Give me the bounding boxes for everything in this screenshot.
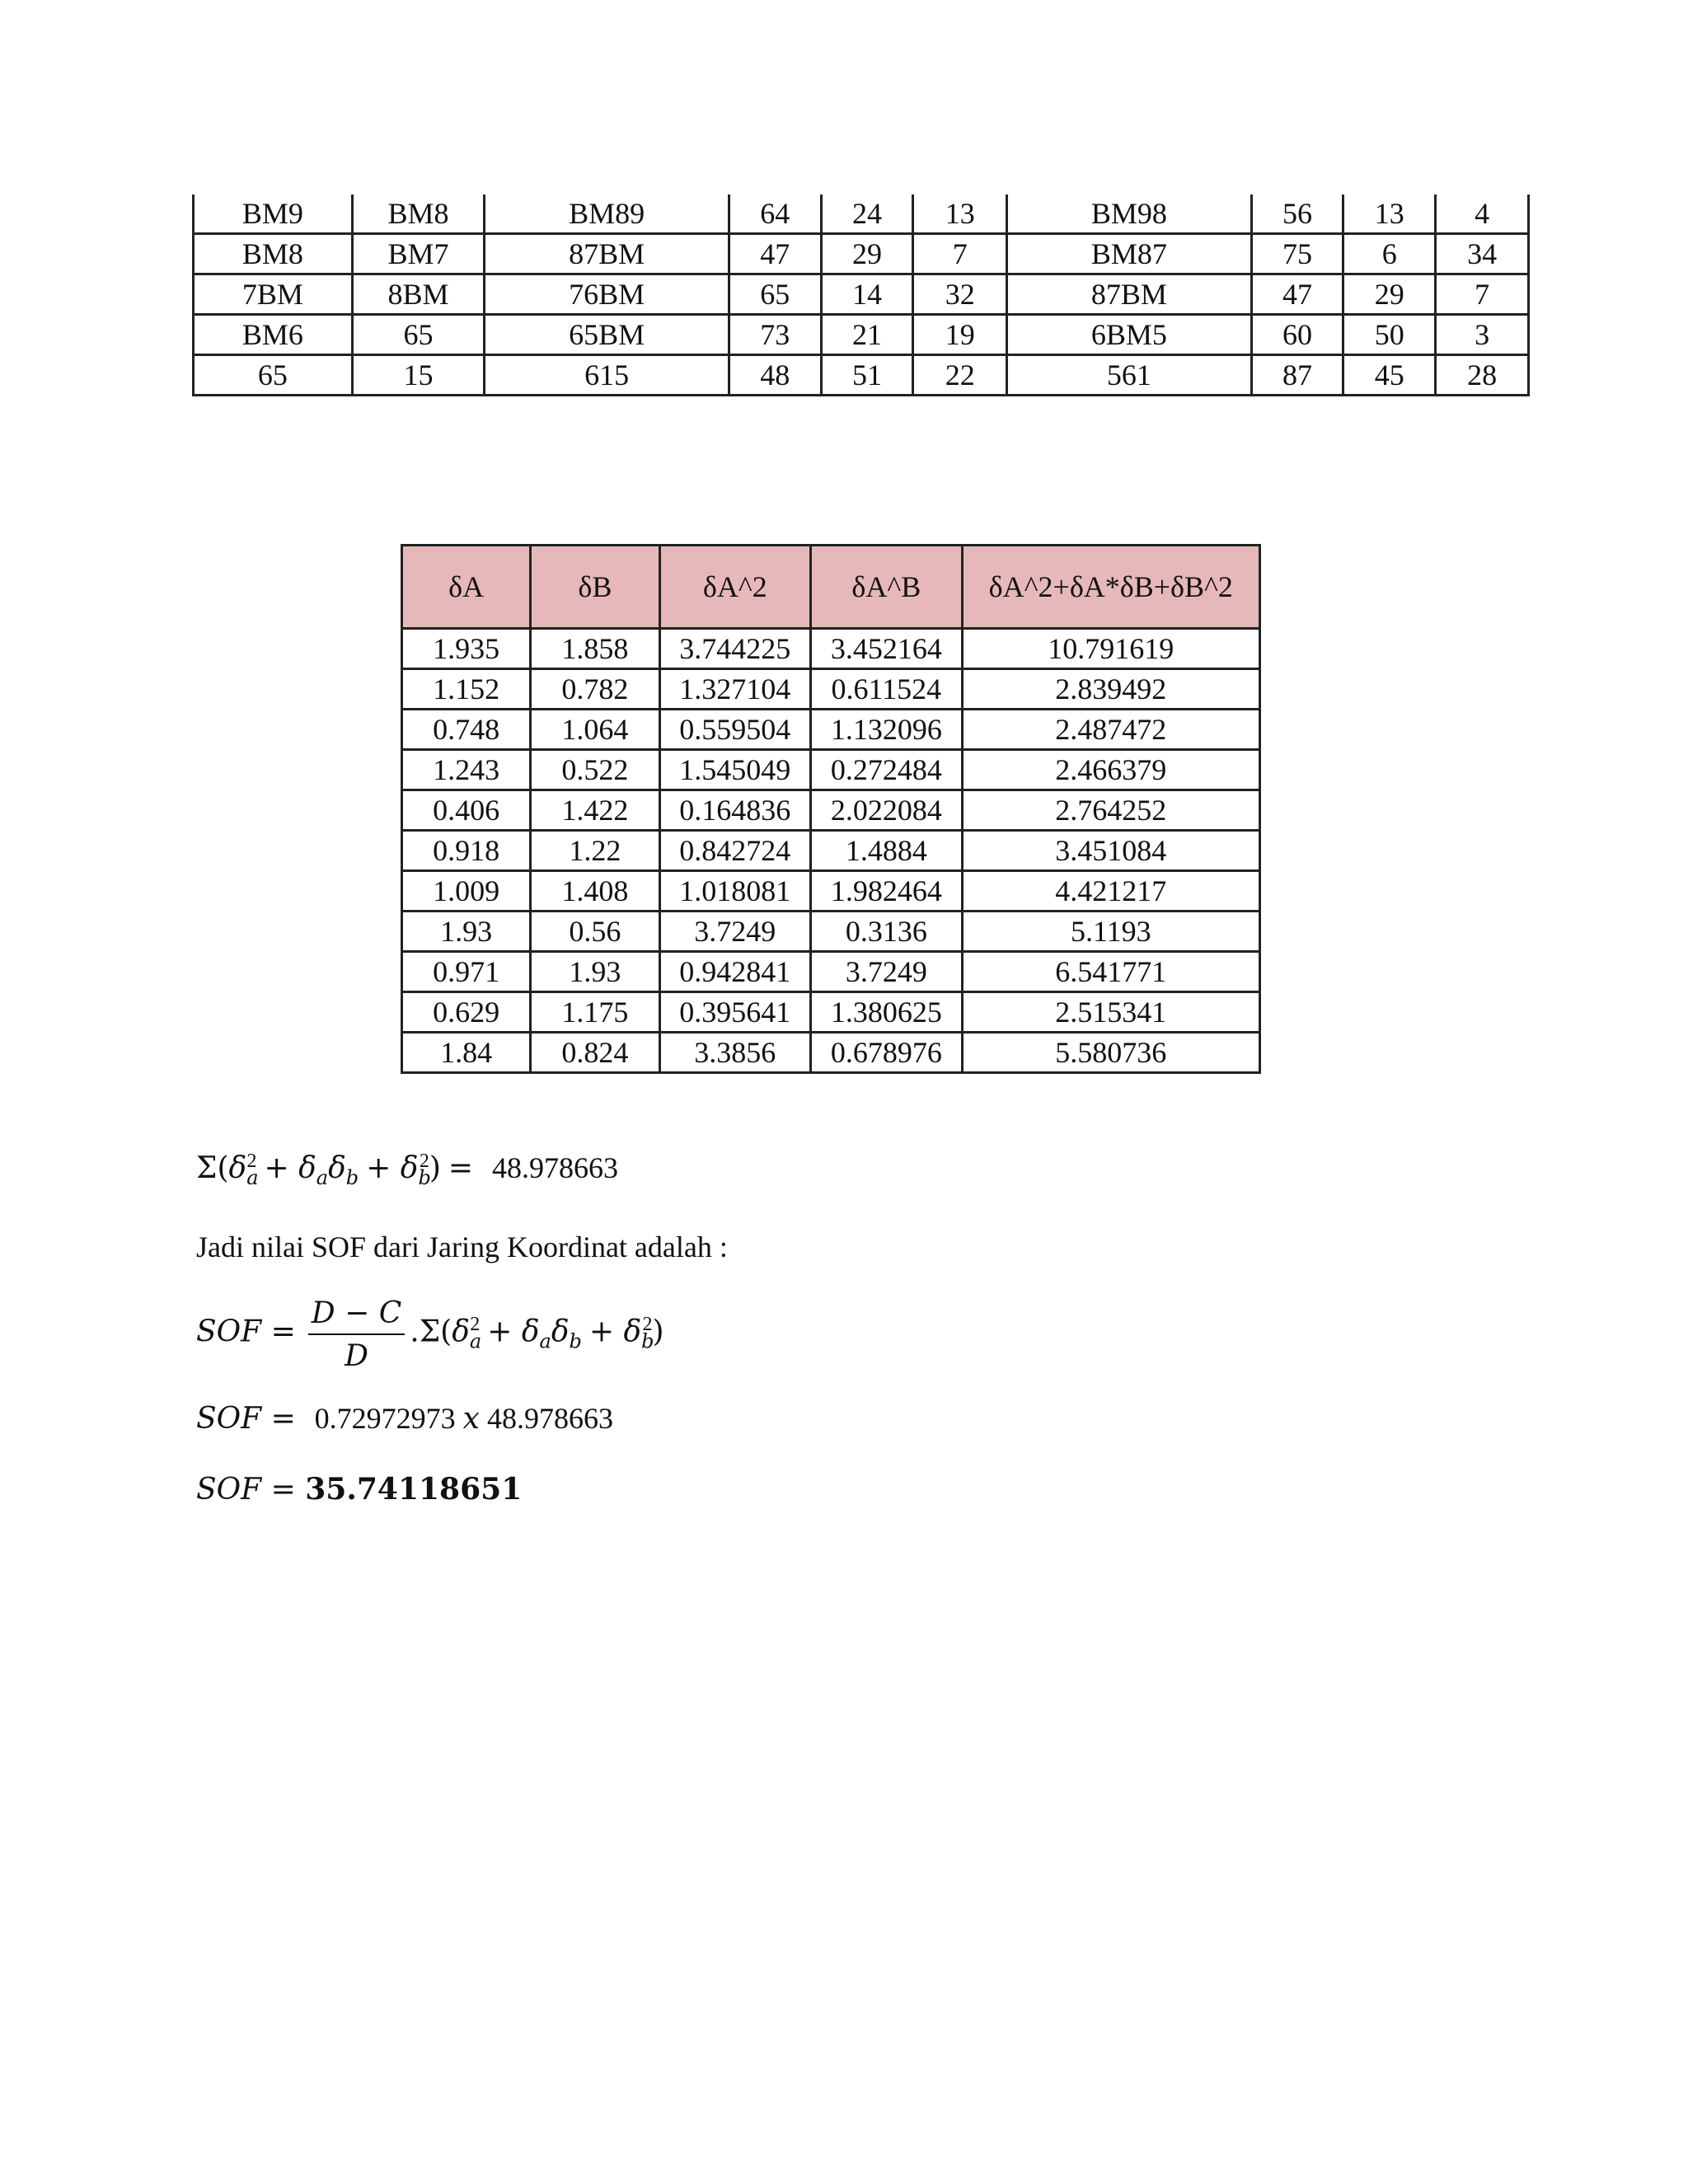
sof-substitution-formula: SOF = 0.72972973 x 48.978663 xyxy=(196,1402,613,1436)
table-cell: 0.629 xyxy=(402,992,531,1033)
table-cell: 22 xyxy=(913,355,1007,396)
table-cell: 51 xyxy=(821,355,913,396)
table-cell: 1.327104 xyxy=(659,669,811,710)
table-cell: 1.982464 xyxy=(811,871,963,912)
column-header: δA xyxy=(402,546,531,629)
table-cell: 2.022084 xyxy=(811,790,963,831)
table-cell: 2.839492 xyxy=(962,669,1259,710)
table-cell: 29 xyxy=(821,234,913,274)
table-cell: 0.918 xyxy=(402,831,531,871)
table-cell: 1.84 xyxy=(402,1033,531,1073)
table-cell: 0.522 xyxy=(531,750,659,790)
table-cell: 1.175 xyxy=(531,992,659,1033)
table-cell: 0.678976 xyxy=(811,1033,963,1073)
table-cell: 14 xyxy=(821,274,913,315)
multiply-symbol: x xyxy=(462,1402,480,1436)
table-row xyxy=(402,831,1260,871)
table-cell: BM87 xyxy=(1007,234,1251,274)
table-cell: BM89 xyxy=(485,194,729,234)
table-cell: BM7 xyxy=(352,234,485,274)
table-cell: 29 xyxy=(1343,274,1436,315)
table-cell: 561 xyxy=(1007,355,1251,396)
table-cell: 0.971 xyxy=(402,952,531,992)
table-cell: 1.408 xyxy=(531,871,659,912)
delta-table xyxy=(401,544,1261,1074)
table-cell: 76BM xyxy=(485,274,729,315)
result-value: 35.74118651 xyxy=(305,1472,523,1507)
table-cell: 8BM xyxy=(352,274,485,315)
table-row xyxy=(402,710,1260,750)
column-header: δB xyxy=(531,546,659,629)
table-cell: 1.009 xyxy=(402,871,531,912)
table-cell: 6BM5 xyxy=(1007,315,1251,355)
table-cell: 0.842724 xyxy=(659,831,811,871)
table-cell: 7 xyxy=(913,234,1007,274)
table-cell: 1.93 xyxy=(402,912,531,952)
sof-result-formula: SOF = 35.74118651 xyxy=(196,1472,523,1507)
table-cell: 6 xyxy=(1343,234,1436,274)
table-cell: 48 xyxy=(729,355,821,396)
table-row xyxy=(194,234,1529,274)
table-cell: 50 xyxy=(1343,315,1436,355)
table-row xyxy=(402,871,1260,912)
table-cell: 1.4884 xyxy=(811,831,963,871)
table-cell: 87 xyxy=(1251,355,1343,396)
table-cell: BM8 xyxy=(194,234,353,274)
table-cell: 4.421217 xyxy=(962,871,1259,912)
table-row xyxy=(402,790,1260,831)
table-cell: 13 xyxy=(913,194,1007,234)
table-cell: 5.580736 xyxy=(962,1033,1259,1073)
table-cell: 1.935 xyxy=(402,629,531,669)
table-cell: 0.942841 xyxy=(659,952,811,992)
table-cell: 1.545049 xyxy=(659,750,811,790)
table-cell: 0.3136 xyxy=(811,912,963,952)
table-row xyxy=(402,912,1260,952)
table-cell: 0.272484 xyxy=(811,750,963,790)
table-row xyxy=(194,194,1529,234)
table-cell: 2.764252 xyxy=(962,790,1259,831)
table-row xyxy=(402,669,1260,710)
table-row xyxy=(194,274,1529,315)
table-cell: 87BM xyxy=(485,234,729,274)
table-cell: 2.487472 xyxy=(962,710,1259,750)
column-header: δA^B xyxy=(811,546,963,629)
table-cell: 87BM xyxy=(1007,274,1251,315)
table-cell: 3.3856 xyxy=(659,1033,811,1073)
table-cell: 1.018081 xyxy=(659,871,811,912)
table-cell: 2.515341 xyxy=(962,992,1259,1033)
table-cell: 19 xyxy=(913,315,1007,355)
table-row xyxy=(402,629,1260,669)
table-cell: 1.152 xyxy=(402,669,531,710)
table-cell: 10.791619 xyxy=(962,629,1259,669)
column-header: δA^2 xyxy=(659,546,811,629)
table-cell: 3.452164 xyxy=(811,629,963,669)
table-cell: 1.243 xyxy=(402,750,531,790)
table-cell: BM6 xyxy=(194,315,353,355)
table-cell: 3.7249 xyxy=(659,912,811,952)
table-cell: 0.559504 xyxy=(659,710,811,750)
table-cell: 60 xyxy=(1251,315,1343,355)
table-cell: 75 xyxy=(1251,234,1343,274)
table-cell: BM98 xyxy=(1007,194,1251,234)
table-cell: 0.406 xyxy=(402,790,531,831)
sum-formula: $\Sigma(\delta_a^2 + \delta_a\delta_b + \delta_b^2) = 48.978663$ xyxy=(196,1151,618,1190)
table-cell: 7BM xyxy=(194,274,353,315)
table-cell: 7 xyxy=(1436,274,1529,315)
table-cell: 6.541771 xyxy=(962,952,1259,992)
table-row xyxy=(194,315,1529,355)
table-cell: 1.858 xyxy=(531,629,659,669)
table-row xyxy=(402,1033,1260,1073)
table-cell: BM9 xyxy=(194,194,353,234)
ratio-value: 0.72972973 xyxy=(314,1402,456,1435)
table-cell: 47 xyxy=(1251,274,1343,315)
table-cell: 0.748 xyxy=(402,710,531,750)
table-row xyxy=(402,992,1260,1033)
table-cell: 0.611524 xyxy=(811,669,963,710)
table-cell: 0.164836 xyxy=(659,790,811,831)
table-cell: 32 xyxy=(913,274,1007,315)
table-cell: 5.1193 xyxy=(962,912,1259,952)
table-cell: 65 xyxy=(729,274,821,315)
conclusion-text: Jadi nilai SOF dari Jaring Koordinat adalah : xyxy=(196,1230,728,1263)
table-cell: 24 xyxy=(821,194,913,234)
table-cell: 34 xyxy=(1436,234,1529,274)
table-cell: 1.93 xyxy=(531,952,659,992)
table-cell: 1.132096 xyxy=(811,710,963,750)
table-row xyxy=(194,355,1529,396)
sof-definition-formula: SOF = $\frac{D - C}{D}$ $.\Sigma(\delta_a^2 + \delta_a\delta_b + \delta_b^2)$ xyxy=(196,1296,664,1373)
table-cell: 65 xyxy=(352,315,485,355)
column-header: δA^2+δA*δB+δB^2 xyxy=(962,546,1259,629)
table-cell: 56 xyxy=(1251,194,1343,234)
table-header-row xyxy=(402,546,1260,629)
table-cell: 65 xyxy=(194,355,353,396)
table-cell: 3 xyxy=(1436,315,1529,355)
table-cell: 1.064 xyxy=(531,710,659,750)
table-cell: 1.22 xyxy=(531,831,659,871)
table-cell: 3.744225 xyxy=(659,629,811,669)
table-cell: 73 xyxy=(729,315,821,355)
sum-value-repeat: 48.978663 xyxy=(486,1402,613,1435)
table-cell: 0.782 xyxy=(531,669,659,710)
table-row xyxy=(402,952,1260,992)
table-cell: 28 xyxy=(1436,355,1529,396)
table-cell: 2.466379 xyxy=(962,750,1259,790)
table-cell: 4 xyxy=(1436,194,1529,234)
table-cell: 13 xyxy=(1343,194,1436,234)
fraction: $\frac{D - C}{D}$ xyxy=(308,1296,405,1373)
table-cell: 1.380625 xyxy=(811,992,963,1033)
table-cell: 3.451084 xyxy=(962,831,1259,871)
table-cell: 65BM xyxy=(485,315,729,355)
table-cell: 615 xyxy=(485,355,729,396)
table-row xyxy=(402,750,1260,790)
table-cell: 21 xyxy=(821,315,913,355)
table-cell: 1.422 xyxy=(531,790,659,831)
table-cell: BM8 xyxy=(352,194,485,234)
sum-value: 48.978663 xyxy=(491,1151,618,1184)
table-cell: 47 xyxy=(729,234,821,274)
table-cell: 0.824 xyxy=(531,1033,659,1073)
table-cell: 45 xyxy=(1343,355,1436,396)
table-cell: 0.56 xyxy=(531,912,659,952)
table-cell: 3.7249 xyxy=(811,952,963,992)
table-cell: 64 xyxy=(729,194,821,234)
coordinate-table xyxy=(192,194,1530,396)
table-cell: 0.395641 xyxy=(659,992,811,1033)
table-cell: 15 xyxy=(352,355,485,396)
